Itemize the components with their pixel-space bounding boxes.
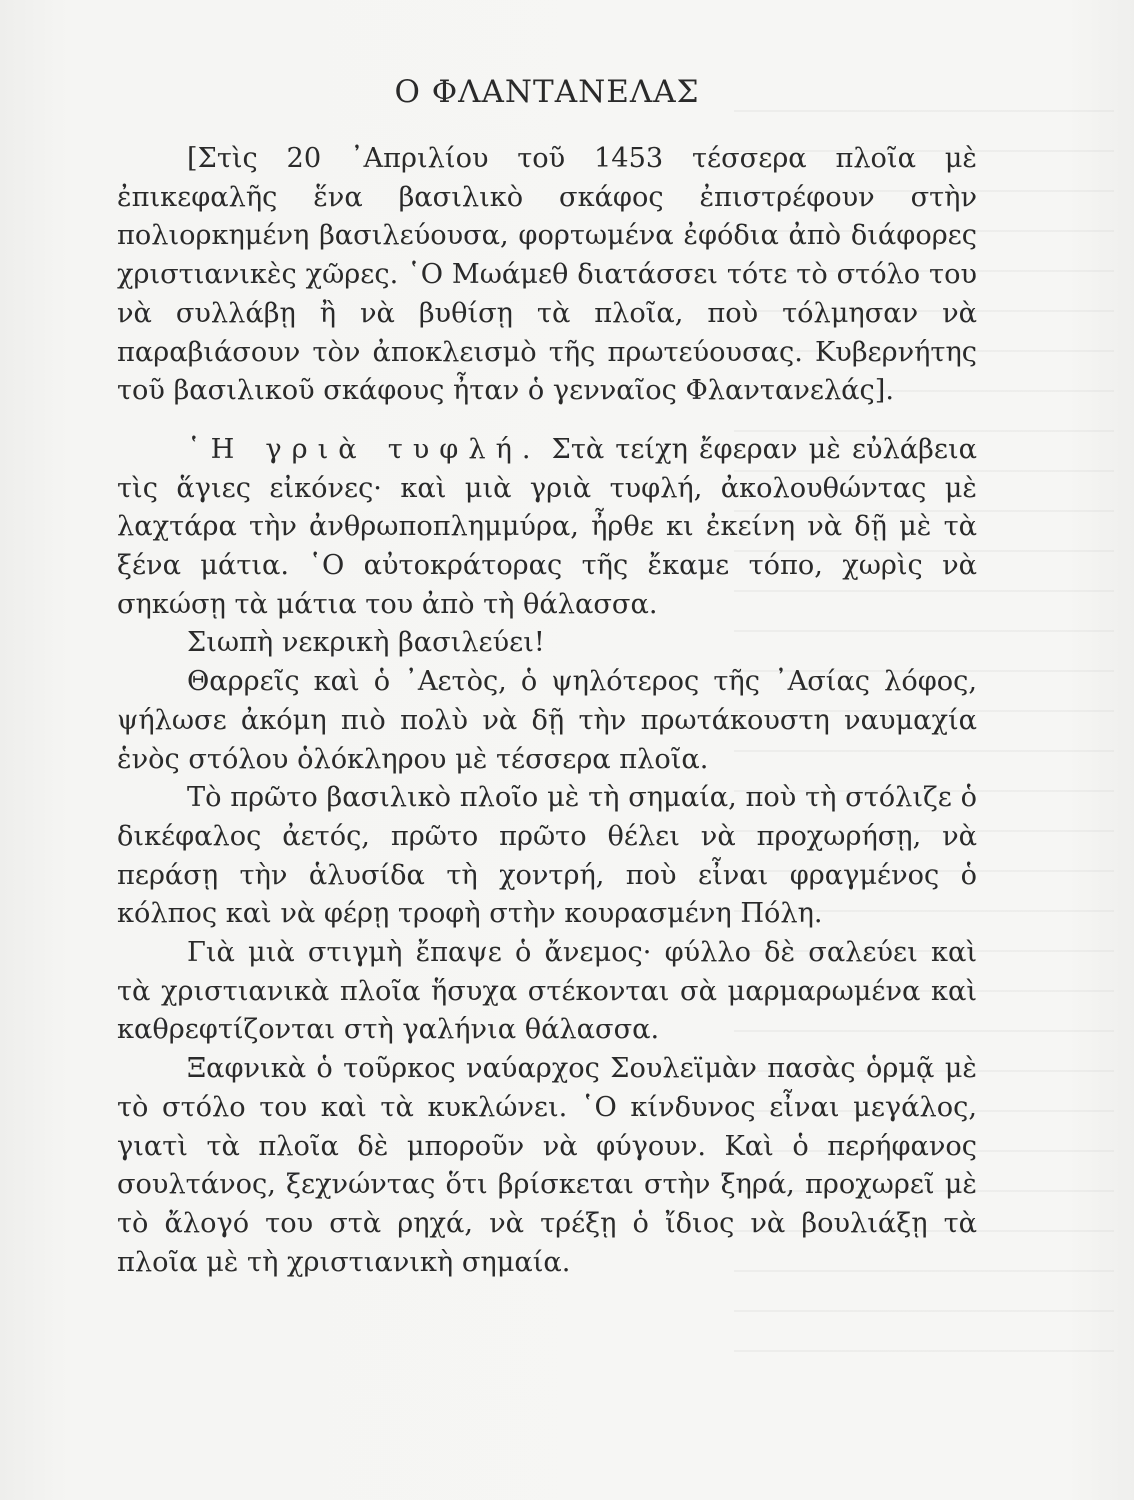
section-paragraph bbox=[117, 431, 977, 625]
body-paragraph-1: Στὰ τείχη ἔφεραν μὲ εὐλάβεια τὶς ἅγιες εἰκόνες· καὶ μιὰ γριὰ τυφλή, ἀκολουθώντας μὲ λαχτάρα τὴν ἀνθρωποπλημμύρα, ἦρθε κι ἐκείνη νὰ δῇ μὲ τὰ ξένα μάτια. ῾Ο αὐτοκράτορας τῆς ἔκαμε τόπο, χωρὶς νὰ σηκώσῃ τὰ μάτια του ἀπὸ τὴ θάλασσα. bbox=[117, 433, 977, 620]
intro-paragraph: [Στὶς 20 ᾿Απριλίου τοῦ 1453 τέσσερα πλοῖα μὲ ἐπικεφαλῆς ἕνα βασιλικὸ σκάφος ἐπιστρέφουν στὴν πολιορκημένη βασιλεύουσα, φορτωμένα ἐφόδια ἀπὸ διάφορες χριστιανικὲς χῶρες. ῾Ο Μωάμεθ διατάσσει τότε τὸ στόλο του νὰ συλλάβῃ ἢ νὰ βυθίσῃ τὰ πλοῖα, ποὺ τόλμησαν νὰ παραβιάσουν τὸν ἀποκλεισμὸ τῆς πρωτεύουσας. Κυβερνήτης τοῦ βασιλικοῦ σκάφους ἦταν ὁ γενναῖος Φλαντανελάς]. bbox=[117, 143, 977, 407]
body-paragraph-6: Ξαφνικὰ ὁ τοῦρκος ναύαρχος Σουλεϊμὰν πασὰς ὁρμᾷ μὲ τὸ στόλο του καὶ τὰ κυκλώνει. ῾Ο κίνδυνος εἶναι μεγάλος, γιατὶ τὰ πλοῖα δὲ μποροῦν νὰ φύγουν. Καὶ ὁ περήφανος σουλτάνος, ξεχνώντας ὅτι βρίσκεται στὴν ξηρά, προχωρεῖ μὲ τὸ ἄλογό του στὰ ρηχά, νὰ τρέξῃ ὁ ἴδιος νὰ βουλιάξῃ τὰ πλοῖα μὲ τὴ χριστιανικὴ σημαία. bbox=[117, 1053, 977, 1278]
page-title: Ο ΦΛΑΝΤΑΝΕΛΑΣ bbox=[394, 74, 700, 110]
section-heading: ῾Η γριὰ τυφλή. bbox=[187, 433, 541, 465]
body-paragraph-5: Γιὰ μιὰ στιγμὴ ἔπαψε ὁ ἄνεμος· φύλλο δὲ σαλεύει καὶ τὰ χριστιανικὰ πλοῖα ἥσυχα στέκονται σὰ μαρμαρωμένα καὶ καθρεφτίζονται στὴ γαλήνια θάλασσα. bbox=[117, 937, 977, 1046]
body-paragraph-3: Θαρρεῖς καὶ ὁ ᾿Αετὸς, ὁ ψηλότερος τῆς ᾿Ασίας λόφος, ψήλωσε ἀκόμη πιὸ πολὺ νὰ δῇ τὴν πρωτάκουστη ναυμαχία ἑνὸς στόλου ὁλόκληρου μὲ τέσσερα πλοῖα. bbox=[117, 666, 977, 775]
body-paragraph-2: Σιωπὴ νεκρικὴ βασιλεύει! bbox=[187, 627, 545, 659]
page-content bbox=[117, 74, 977, 1282]
body-paragraph-4: Τὸ πρῶτο βασιλικὸ πλοῖο μὲ τὴ σημαία, ποὺ τὴ στόλιζε ὁ δικέφαλος ἀετός, πρῶτο πρῶτο θέλει νὰ προχωρήσῃ, νὰ περάσῃ τὴν ἁλυσίδα τὴ χοντρή, ποὺ εἶναι φραγμένος ὁ κόλπος καὶ νὰ φέρῃ τροφὴ στὴν κουρασμένη Πόλη. bbox=[117, 782, 977, 930]
